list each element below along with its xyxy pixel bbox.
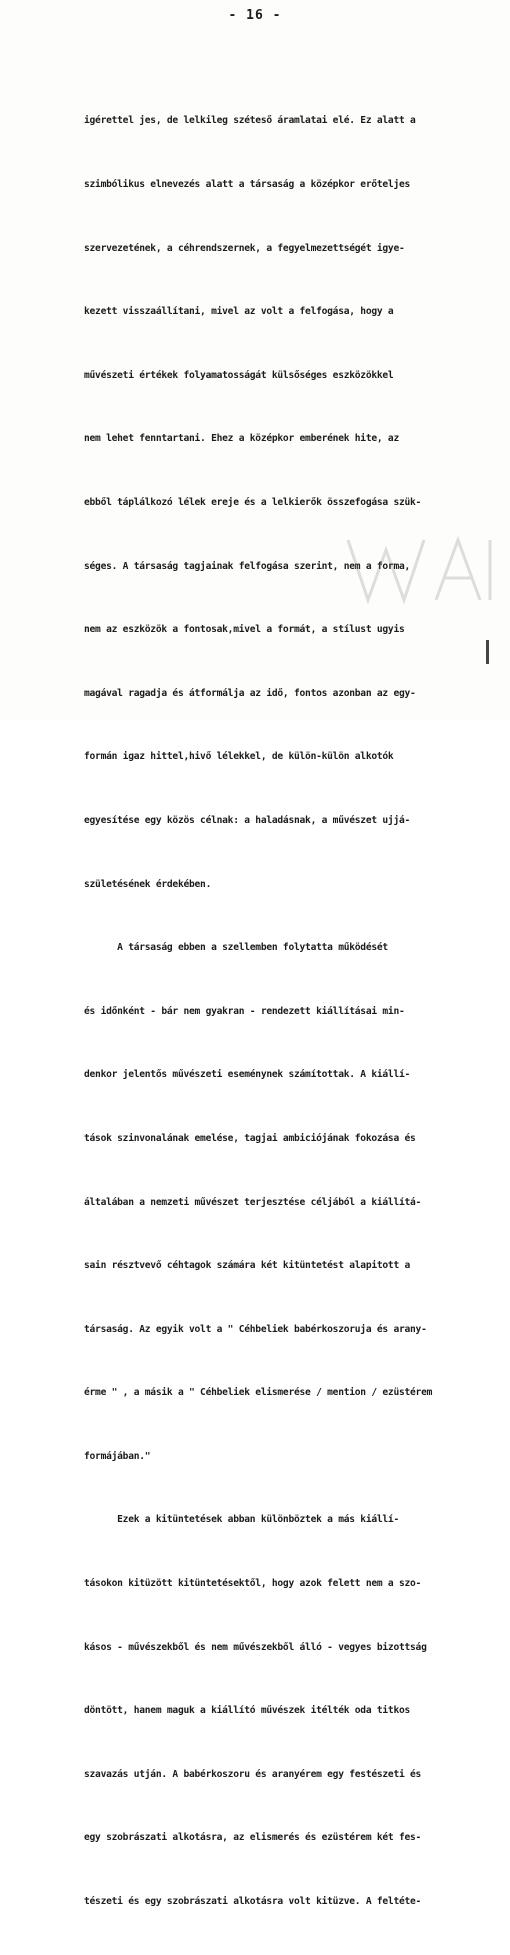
text-line: formán igaz hittel,hivő lélekkel, de külön-külön alkotók (84, 751, 394, 763)
text-line: Ezek a kitüntetések abban különböztek a más kiállí- (84, 1514, 399, 1526)
text-line: művészeti értékek folyamatosságát külsőséges eszközökkel (84, 369, 394, 381)
page-number: - 16 - (228, 8, 282, 23)
text-line: formájában." (84, 1450, 151, 1462)
text-line: és időnként - bár nem gyakran - rendezett kiállításai min- (84, 1005, 405, 1017)
margin-pencil-mark (486, 640, 489, 664)
text-line: szervezetének, a céhrendszernek, a fegyelmezettségét igye- (84, 242, 405, 254)
text-line: szavazás utján. A babérkoszoru és aranyérem egy festészeti és (84, 1768, 422, 1780)
text-line: tásokon kitüzött kitüntetésektől, hogy azok felett nem a szo- (84, 1578, 422, 1590)
text-line: nem lehet fenntartani. Ehez a középkor emberének hite, az (84, 433, 399, 445)
text-line: társaság. Az egyik volt a " Céhbeliek babérkoszoruja és arany- (84, 1323, 427, 1335)
body-text (84, 68, 494, 1955)
text-line: szimbólikus elnevezés alatt a társaság a középkor erőteljes (84, 179, 411, 190)
text-line: döntött, hanem maguk a kiállító művészek itélték oda titkos (84, 1705, 411, 1717)
text-line: séges. A társaság tagjainak felfogása szerint, nem a forma, (84, 560, 411, 572)
text-line: ebből táplálkozó lélek ereje és a lelkierők összefogása szük- (84, 496, 422, 508)
text-line: magával ragadja és átformálja az idő, fontos azonban az egy- (84, 687, 416, 699)
text-line: tások szinvonalának emelése, tagjai ambiciójának fokozása és (84, 1132, 416, 1144)
text-line: A társaság ebben a szellemben folytatta működését (84, 942, 388, 954)
text-line: tészeti és egy szobrászati alkotásra volt kitüzve. A feltéte- (84, 1896, 422, 1908)
text-line: születésének érdekében. (84, 878, 212, 890)
text-line: nem az eszközök a fontosak,mivel a formát, a stílust ugyis (84, 624, 405, 636)
text-line: kásos - művészekből és nem művészekből álló - vegyes bizottság (84, 1641, 427, 1653)
text-line: denkor jelentős művészeti eseménynek számítottak. A kiállí- (84, 1069, 411, 1081)
text-line: igérettel jes, de lelkileg széteső áramlatai elé. Ez alatt a (84, 115, 416, 127)
text-line: kezett visszaállítani, mivel az volt a felfogása, hogy a (84, 306, 394, 318)
text-line: egyesítése egy közös célnak: a haladásnak, a művészet ujjá- (84, 814, 411, 826)
text-line: sain résztvevő céhtagok számára két kitüntetést alapitott a (84, 1260, 411, 1272)
text-line: általában a nemzeti művészet terjesztése céljából a kiállítá- (84, 1196, 422, 1208)
text-line: egy szobrászati alkotásra, az elismerés és ezüstérem két fes- (84, 1832, 422, 1844)
text-line: érme " , a másik a " Céhbeliek elismerése / mention / ezüstérem (84, 1387, 433, 1399)
